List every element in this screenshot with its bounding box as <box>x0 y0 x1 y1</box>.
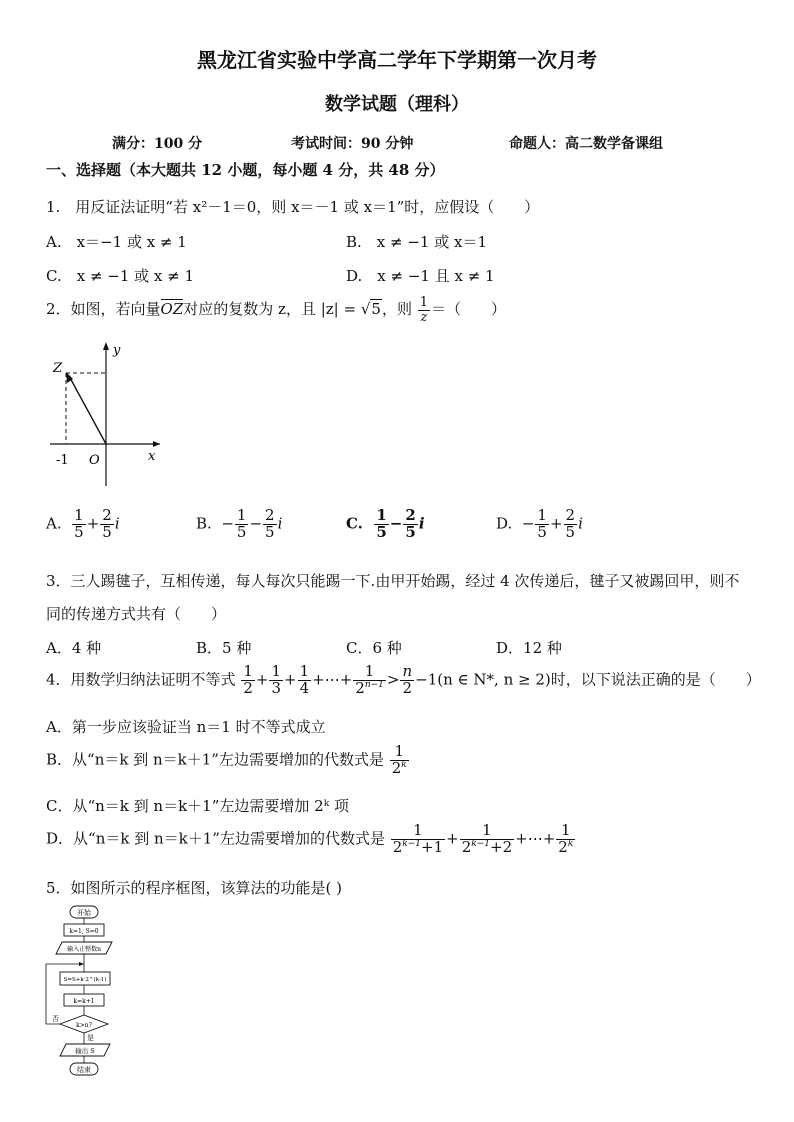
page-subtitle: 数学试题（理科） <box>325 94 469 115</box>
flow-init-label: k=1, S=0 <box>69 928 99 935</box>
section-heading: 一、选择题（本大题共 12 小题，每小题 4 分，共 48 分） <box>46 161 445 179</box>
q2-a-op: + <box>86 514 100 533</box>
q2-b-frac2: $\frac{2}{5}$ <box>265 506 275 541</box>
question-3-line2: 同的传递方式共有（ ） <box>46 605 227 623</box>
q2-d-op: + <box>549 514 563 533</box>
q4-frac-last: $\frac{1}{2^{n-1}}$ <box>355 662 384 697</box>
question-1-stem: 1. 用反证法证明“若 x²－1＝0，则 x＝－1 或 x＝1”时，应假设（ ） <box>46 198 540 216</box>
q1-option-a: A. x＝−1 或 x ≠ 1 <box>46 233 187 251</box>
q2-c-frac2: $\frac{2}{5}$ <box>405 506 416 541</box>
q2-d-frac1: $\frac{1}{5}$ <box>537 506 547 541</box>
q4-b-frac: $\frac{1}{2^k}$ <box>391 742 407 777</box>
label-x: x <box>148 449 156 464</box>
flow-increment-label: k=k+1 <box>73 998 95 1005</box>
q4-option-a: A．第一步应该验证当 n＝1 时不等式成立 <box>46 718 326 736</box>
q2-a-frac1: $\frac{1}{5}$ <box>74 506 84 541</box>
q3-option-a: A．4 种 <box>46 639 102 657</box>
q2-radicand: 5 <box>371 300 381 319</box>
label-neg1: -1 <box>56 453 69 468</box>
flow-end-label: 结束 <box>77 1066 91 1074</box>
q2-post: ，则 <box>381 300 412 319</box>
q2-vector: OZ <box>160 300 184 319</box>
q2-c-i: i <box>418 514 425 533</box>
q2-b-op: − <box>249 514 263 533</box>
y-arrow-icon <box>103 342 109 350</box>
meta-score: 满分：100 分 <box>112 136 203 152</box>
q4-b-text: B．从“n＝k 到 n＝k＋1”左边需要增加的代数式是 <box>46 750 384 769</box>
vector-oz <box>69 376 106 444</box>
q2-option-b <box>196 508 282 541</box>
q4-d-frac1: $\frac{1}{2^{k-1}+1}$ <box>392 821 444 856</box>
q3-option-d: D．12 种 <box>496 639 562 657</box>
q2-option-a <box>46 508 120 541</box>
flow-no-label: 否 <box>52 1015 59 1023</box>
question-3-line1: 3．三人踢毽子，互相传递，每人每次只能踢一下.由甲开始踢，经过 4 次传递后，毽子又被踢回甲，则不 <box>46 572 740 590</box>
label-z: Z <box>53 361 63 376</box>
q2-pre: 2．如图，若向量 <box>46 300 161 319</box>
label-y: y <box>113 343 121 358</box>
q4-frac-n2: $\frac{n}{2}$ <box>402 662 413 697</box>
flow-input-label: 输入正整数n <box>67 946 101 953</box>
flow-output-label: 输出 S <box>75 1047 95 1055</box>
q2-b-frac1: $\frac{1}{5}$ <box>236 506 247 541</box>
q2-d-i: i <box>578 514 583 533</box>
q4-option-c: C．从“n＝k 到 n＝k＋1”左边需要增加 2ᵏ 项 <box>46 797 349 815</box>
q3-option-c: C．6 种 <box>346 639 402 657</box>
q2-d-sign: − <box>521 514 535 533</box>
q4-tail: −1(n ∈ N*, n ≥ 2)时，以下说法正确的是（ ） <box>415 670 761 689</box>
q4-d-frac2: $\frac{1}{2^{k-1}+2}$ <box>461 821 513 856</box>
q2-ask: ＝（ ） <box>431 300 507 319</box>
q2-figure <box>40 336 170 496</box>
q4-d-text: D．从“n＝k 到 n＝k＋1”左边需要增加的代数式是 <box>46 829 385 848</box>
q2-c-op: − <box>389 514 403 533</box>
q2-option-c <box>346 508 425 541</box>
question-5-stem: 5．如图所示的程序框图，该算法的功能是( ) <box>46 879 343 897</box>
meta-author: 命题人：高二数学备课组 <box>509 136 663 152</box>
page-title: 黑龙江省实验中学高二学年下学期第一次月考 <box>197 48 597 72</box>
q2-a-frac2: $\frac{2}{5}$ <box>102 506 112 541</box>
q2-mid: 对应的复数为 z，且 |z| = <box>183 300 357 319</box>
q2-a-i: i <box>114 514 120 533</box>
flow-assign-label: S=S+k·2^(k-1) <box>63 977 107 983</box>
q2-a-label: A. <box>46 514 62 533</box>
flow-condition-label: k>n? <box>76 1022 92 1029</box>
q4-frac-third: $\frac{1}{3}$ <box>271 662 281 697</box>
question-2-stem: 2．如图，若向量OZ对应的复数为 z，且 |z| = √5，则 $\frac{1}{z}$ ＝（ ） <box>46 295 507 325</box>
flow-loop-arrow-icon <box>79 962 84 966</box>
flowchart <box>40 900 130 1082</box>
q4-pre: 4．用数学归纳法证明不等式 <box>46 670 236 689</box>
x-arrow-icon <box>153 441 160 447</box>
q2-option-d <box>496 508 583 541</box>
q4-option-b <box>46 744 410 777</box>
q4-option-d: D．从“n＝k 到 n＝k＋1”左边需要增加的代数式是 $\frac{1}{2^{k-1}+1}$ + $\frac{1}{2^{k-1}+2}$ +⋯+ $\frac{1}{2^k}$ <box>46 821 574 856</box>
q1-option-b: B. x ≠ −1 或 x＝1 <box>346 233 488 251</box>
q2-d-frac2: $\frac{2}{5}$ <box>565 506 576 541</box>
meta-time: 考试时间：90 分钟 <box>291 136 414 152</box>
question-4-stem: 4．用数学归纳法证明不等式 $\frac{1}{2}$ + $\frac{1}{3}$ + $\frac{1}{4}$ +⋯+ $\frac{1}{2^{n-1}}$ > $\frac{n}{2}$ −1(n ∈ N*, n ≥ 2)时，以下说法正确的是（ ） <box>46 662 761 697</box>
q2-d-label: D. <box>496 514 513 533</box>
q2-b-label: B. <box>196 514 212 533</box>
q1-option-c: C. x ≠ −1 或 x ≠ 1 <box>46 267 195 285</box>
label-origin: O <box>89 453 100 468</box>
q4-frac-quarter: $\frac{1}{4}$ <box>299 662 310 697</box>
q1-option-d: D. x ≠ −1 且 x ≠ 1 <box>346 267 495 285</box>
q2-b-sign: − <box>221 514 234 533</box>
q2-fraction: $\frac{1}{z}$ <box>419 295 429 325</box>
q2-b-i: i <box>277 514 283 533</box>
q2-c-label: C. <box>346 514 363 533</box>
q3-option-b: B．5 种 <box>196 639 252 657</box>
q4-d-frac3: $\frac{1}{2^k}$ <box>558 821 574 856</box>
flow-start-label: 开始 <box>77 909 91 917</box>
q4-frac-half: $\frac{1}{2}$ <box>243 662 253 697</box>
q2-c-frac1: $\frac{1}{5}$ <box>376 506 387 541</box>
flow-yes-label: 是 <box>87 1034 94 1042</box>
